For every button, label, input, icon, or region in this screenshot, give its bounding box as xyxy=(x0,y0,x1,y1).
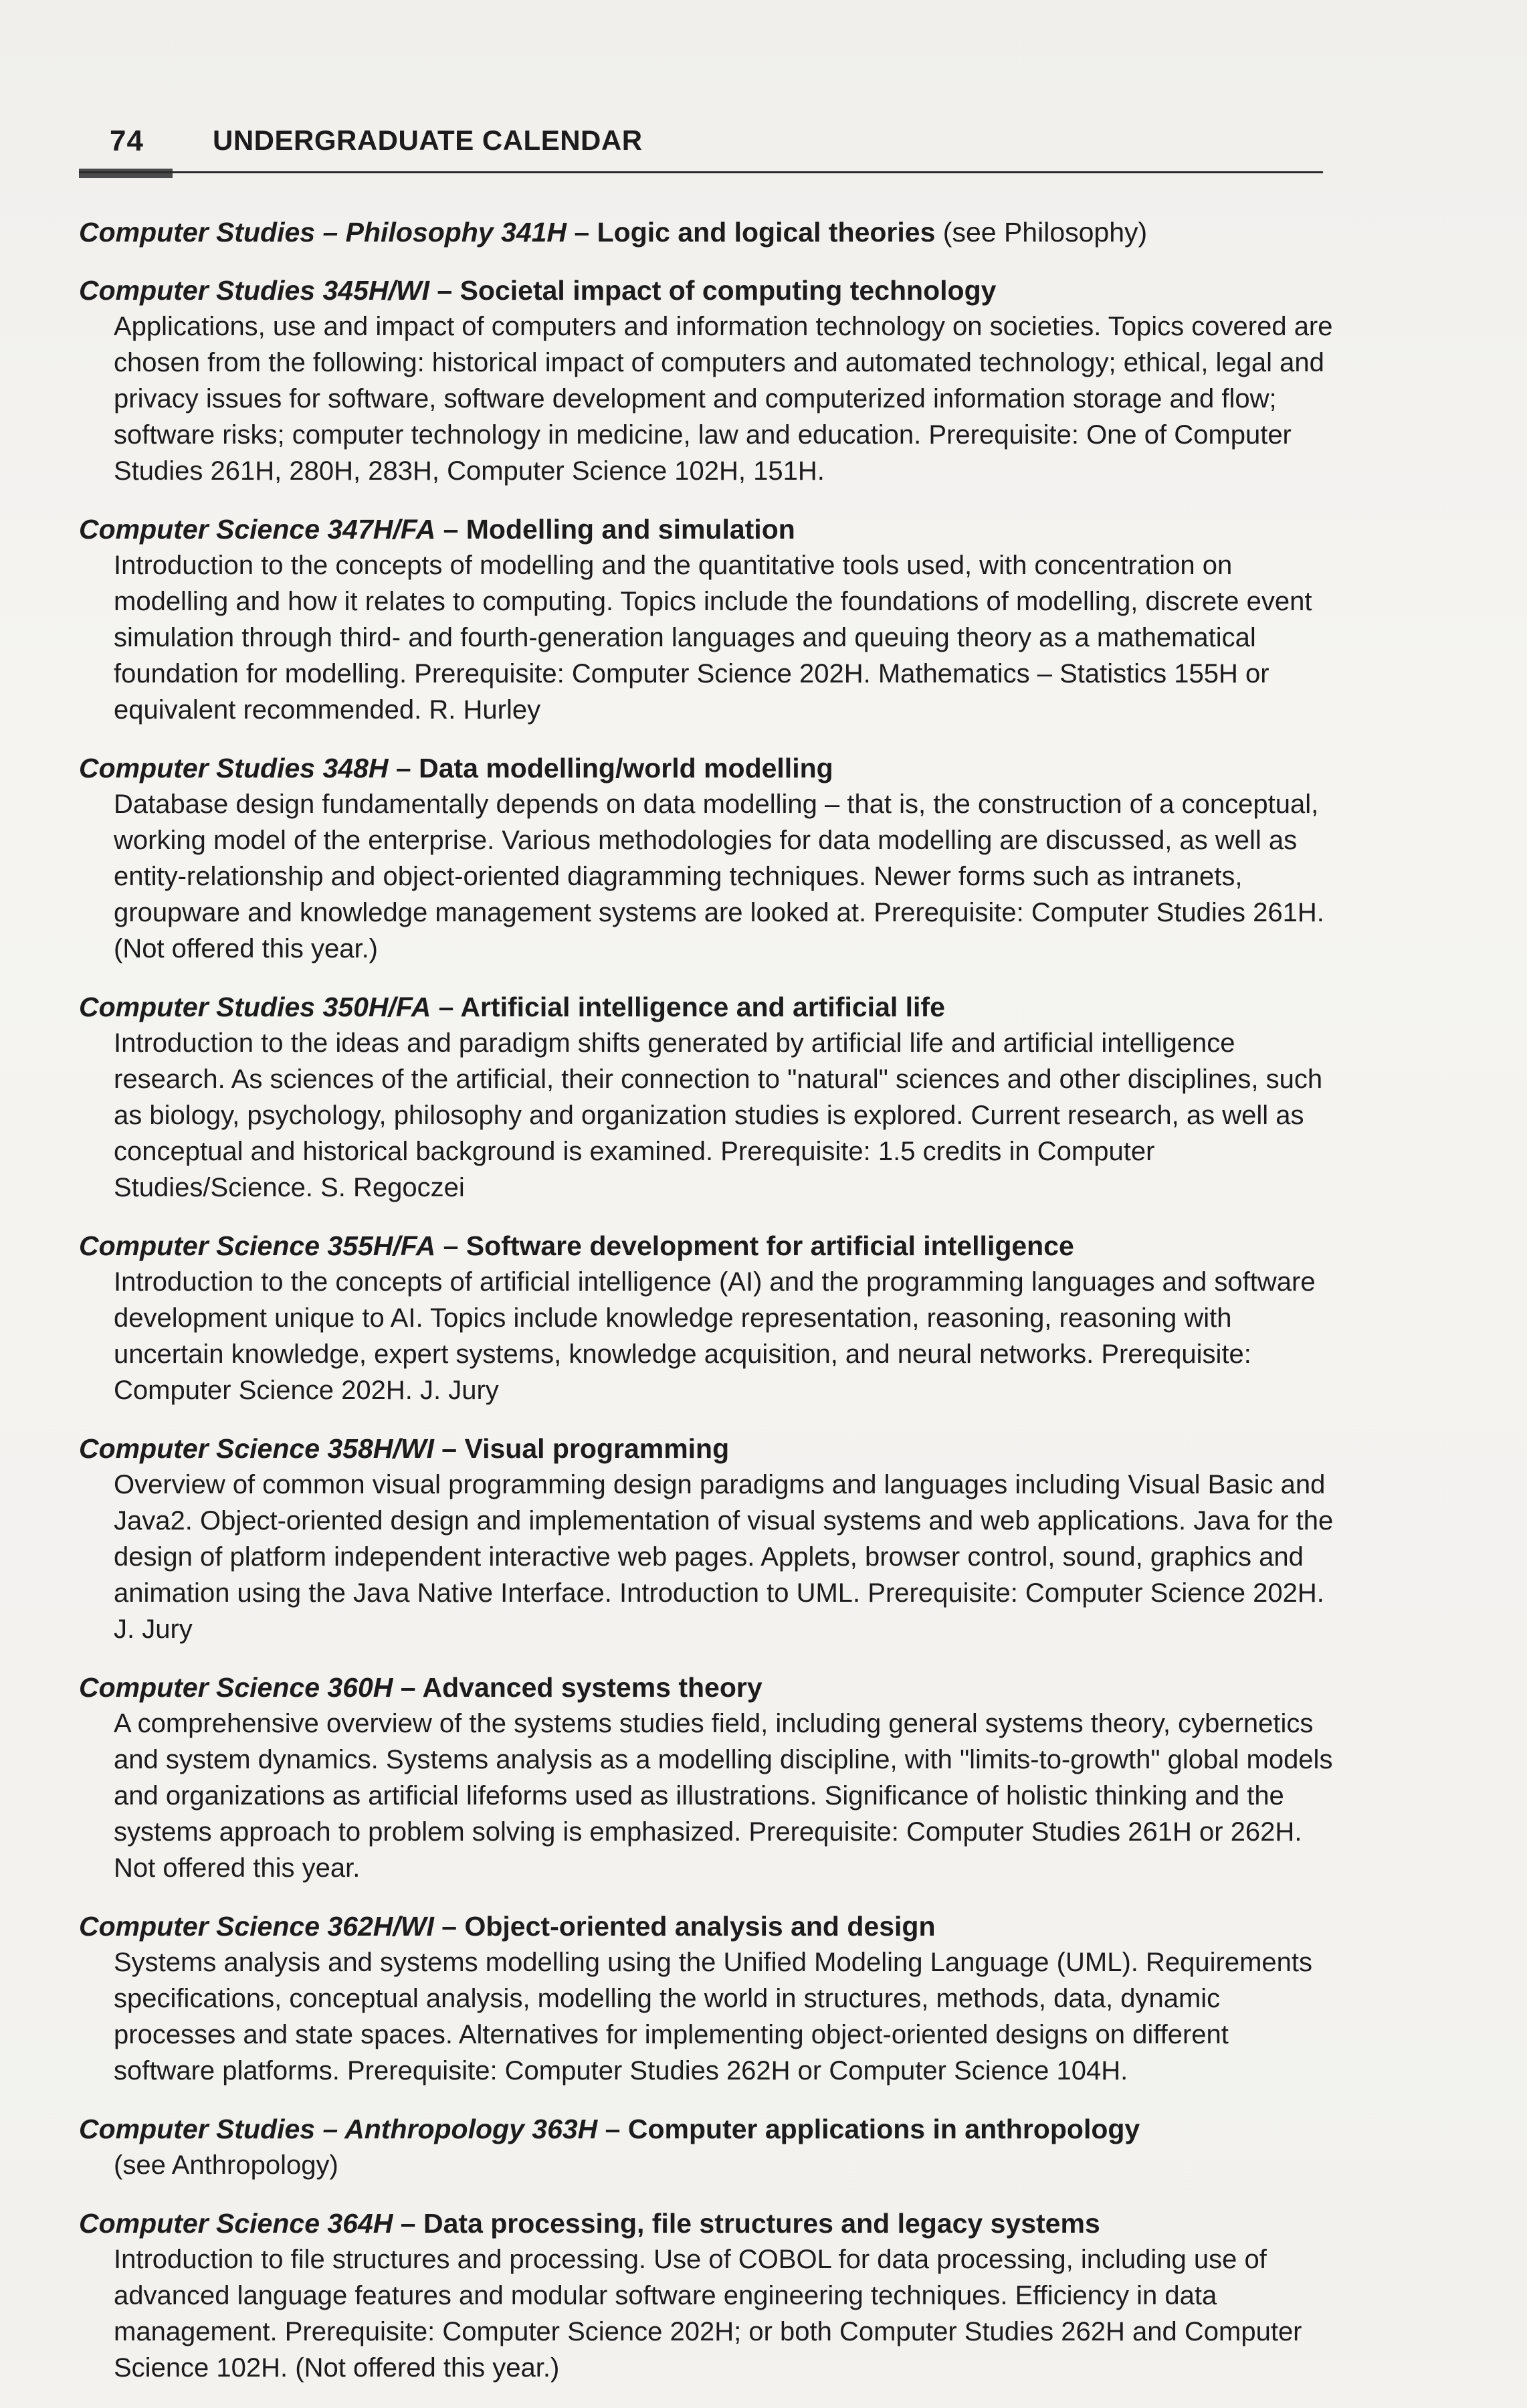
course-description: Introduction to the concepts of modelling and the quantitative tools used, with concentration on modelling and how it relates to computing. Topics include the foundations of modelling, discrete event simulation through third- and fourth-generation languages and queuing theory as a mathematical foundation for modelling. Prerequisite: Computer Science 202H. Mathematics – Statistics 155H or equivalent recommended. R. Hurley xyxy=(114,551,1312,725)
course-description: A comprehensive overview of the systems studies field, including general systems theory, cybernetics and system dynamics. Systems analysis as a modelling discipline, with "limits-to-growth" global models and organizations as artificial lifeforms used as illustrations. Significance of holistic thinking and the systems approach to problem solving is emphasized. Prerequisite: Computer Studies 261H or 262H. Not offered this year. xyxy=(114,1709,1333,1883)
course-description: Introduction to the concepts of artificial intelligence (AI) and the programming languages and software development unique to AI. Topics include knowledge representation, reasoning, reasoning with uncertain knowledge, expert systems, knowledge acquisition, and neural networks. Prerequisite: Computer Science 202H. J. Jury xyxy=(114,1267,1316,1405)
course-name: Data processing, file structures and legacy systems xyxy=(423,2208,1100,2239)
course-name: Computer applications in anthropology xyxy=(627,2114,1140,2144)
running-title: UNDERGRADUATE CALENDAR xyxy=(213,124,643,156)
course-code: Computer Studies 350H/FA xyxy=(79,992,431,1022)
course-code: Computer Science 358H/WI xyxy=(79,1433,434,1464)
course-name: Visual programming xyxy=(464,1433,730,1464)
course-entry xyxy=(79,272,1336,489)
page-number: 74 xyxy=(110,124,144,157)
course-entry xyxy=(79,989,1336,1206)
course-entry xyxy=(79,1669,1336,1886)
course-code: Computer Science 362H/WI xyxy=(79,1911,434,1942)
course-description: Overview of common visual programming design paradigms and languages including Visual Basic and Java2. Object-oriented design and implementation of visual systems and web applications. Java for the design of platform independent interactive web pages. Applets, browser control, sound, graphics and animation using the Java Native Interface. Introduction to UML. Prerequisite: Computer Science 202H. J. Jury xyxy=(114,1470,1334,1644)
course-title: Computer Science 355H/FA – Software development for artificial intelligence xyxy=(79,1230,1074,1261)
course-name: Advanced systems theory xyxy=(422,1672,762,1703)
header-rule xyxy=(79,171,1323,173)
course-name: Data modelling/world modelling xyxy=(419,753,833,783)
course-title: Computer Science 360H – Advanced systems theory xyxy=(79,1672,762,1703)
course-title: Computer Science 358H/WI – Visual programming xyxy=(79,1433,730,1464)
course-entry xyxy=(79,511,1336,728)
page-header xyxy=(79,119,1323,179)
course-code: Computer Science 364H xyxy=(79,2208,393,2239)
course-code: Computer Studies 345H/WI xyxy=(79,275,429,306)
course-entry xyxy=(79,750,1336,967)
course-code: Computer Science 347H/FA xyxy=(79,514,436,545)
course-title: Computer Studies 345H/WI – Societal impact of computing technology xyxy=(79,275,997,306)
course-description: Applications, use and impact of computers and information technology on societies. Topics covered are chosen from the following: historical impact of computers and automated technology; ethical, legal and privacy issues for software, software development and computerized information storage and flow; software risks; computer technology in medicine, law and education. Prerequisite: One of Computer Studies 261H, 280H, 283H, Computer Science 102H, 151H. xyxy=(114,312,1333,486)
course-title: Computer Studies 350H/FA – Artificial intelligence and artificial life xyxy=(79,992,945,1022)
course-name: Modelling and simulation xyxy=(466,514,795,545)
course-title: Computer Science 362H/WI – Object-oriented analysis and design xyxy=(79,1911,936,1942)
header-rule-block xyxy=(79,169,173,178)
course-description: Introduction to file structures and processing. Use of COBOL for data processing, including use of advanced language features and modular software engineering techniques. Efficiency in data management. Prerequisite: Computer Science 202H; or both Computer Studies 262H and Computer Science 102H. (Not offered this year.) xyxy=(114,2245,1302,2383)
course-name: Artificial intelligence and artificial life xyxy=(460,992,945,1022)
course-list xyxy=(79,214,1336,2408)
course-name: Societal impact of computing technology xyxy=(460,275,997,306)
course-entry xyxy=(79,1228,1336,1408)
course-code: Computer Science 360H xyxy=(79,1672,393,1703)
course-description: (see Anthropology) xyxy=(114,2150,338,2180)
course-title: Computer Science 347H/FA – Modelling and simulation xyxy=(79,514,795,545)
course-entry xyxy=(79,2205,1336,2386)
course-code: Computer Studies – Anthropology 363H xyxy=(79,2114,598,2144)
course-entry xyxy=(79,1430,1336,1647)
course-entry xyxy=(79,214,1336,250)
course-title: Computer Studies – Philosophy 341H – Logic and logical theories (see Philosophy) xyxy=(79,217,1148,248)
course-description: Database design fundamentally depends on data modelling – that is, the construction of a conceptual, working model of the enterprise. Various methodologies for data modelling are discussed, as well as entity-relationship and object-oriented diagramming techniques. Newer forms such as intranets, groupware and knowledge management systems are looked at. Prerequisite: Computer Studies 261H. (Not offered this year.) xyxy=(114,790,1324,963)
course-name: Logic and logical theories xyxy=(597,217,936,248)
course-entry xyxy=(79,2111,1336,2183)
course-title: Computer Studies – Anthropology 363H – Computer applications in anthropology xyxy=(79,2114,1140,2144)
course-description: Systems analysis and systems modelling using the Unified Modeling Language (UML). Requirements specifications, conceptual analysis, modelling the world in structures, methods, data, dynamic processes and state spaces. Alternatives for implementing object-oriented designs on different software platforms. Prerequisite: Computer Studies 262H or Computer Science 104H. xyxy=(114,1948,1312,2086)
course-description: Introduction to the ideas and paradigm shifts generated by artificial life and artificial intelligence research. As sciences of the artificial, their connection to "natural" sciences and other disciplines, such as biology, psychology, philosophy and organization studies is explored. Current research, as well as conceptual and historical background is examined. Prerequisite: 1.5 credits in Computer Studies/Science. S. Regoczei xyxy=(114,1028,1323,1202)
course-note: (see Philosophy) xyxy=(942,217,1148,248)
course-title: Computer Science 364H – Data processing, file structures and legacy systems xyxy=(79,2208,1100,2239)
course-name: Object-oriented analysis and design xyxy=(464,1911,936,1942)
course-name: Software development for artificial intelligence xyxy=(466,1230,1074,1261)
course-code: Computer Studies 348H xyxy=(79,753,389,783)
course-code: Computer Science 355H/FA xyxy=(79,1230,436,1261)
course-entry xyxy=(79,1908,1336,2089)
course-title: Computer Studies 348H – Data modelling/world modelling xyxy=(79,753,833,783)
course-code: Computer Studies – Philosophy 341H xyxy=(79,217,567,248)
